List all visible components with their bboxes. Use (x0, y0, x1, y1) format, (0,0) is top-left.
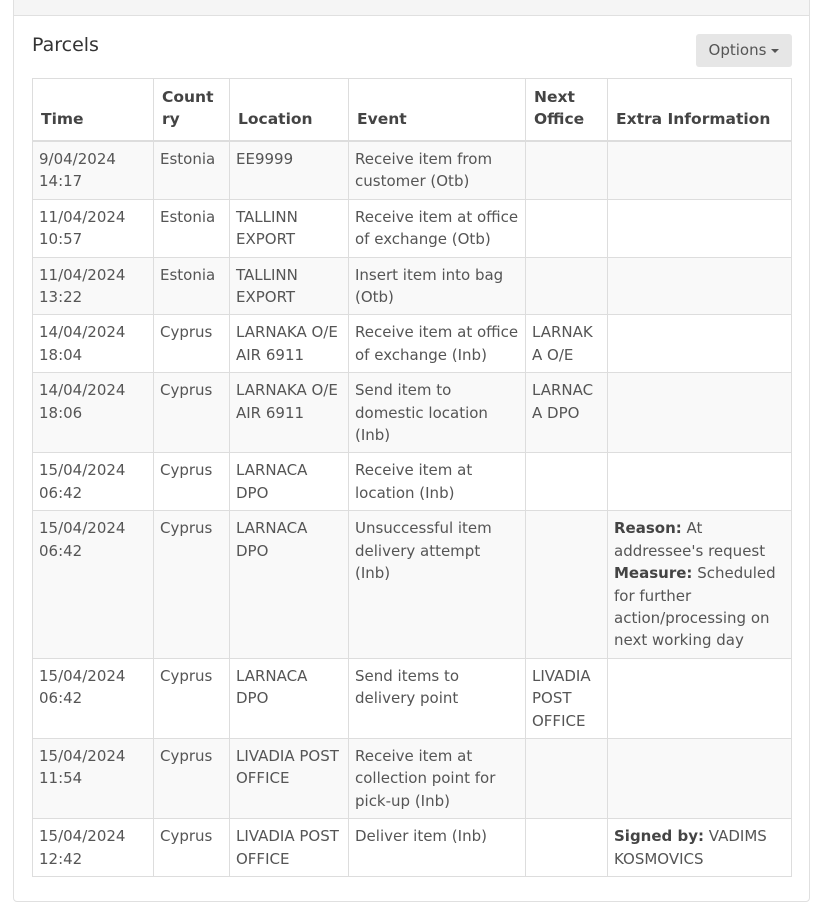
time-cell: 15/04/2024 06:42 (33, 511, 154, 658)
table-row (33, 315, 792, 373)
table-row (33, 819, 792, 877)
country-cell: Cyprus (154, 373, 230, 453)
column-header: Location (230, 79, 349, 142)
table-row (33, 738, 792, 818)
parcels-table (32, 78, 792, 877)
extra-info-item (614, 825, 785, 870)
next-office-cell (526, 199, 608, 257)
extra-info-cell (608, 658, 792, 738)
extra-info-label: Signed by: (614, 827, 705, 846)
time-cell: 15/04/2024 06:42 (33, 453, 154, 511)
extra-info-label: Reason: (614, 519, 682, 538)
table-row (33, 199, 792, 257)
event-cell: Insert item into bag (Otb) (349, 257, 526, 315)
time-cell: 11/04/2024 10:57 (33, 199, 154, 257)
location-cell: LARNAKA O/E AIR 6911 (230, 315, 349, 373)
next-office-cell: LARNAKA O/E (526, 315, 608, 373)
extra-info-value: Scheduled for further action/processing on next working day (614, 564, 776, 650)
country-cell: Estonia (154, 199, 230, 257)
location-cell: LARNACA DPO (230, 511, 349, 658)
next-office-cell (526, 511, 608, 658)
extra-info-cell (608, 511, 792, 658)
column-header: Next Office (526, 79, 608, 142)
extra-info-cell (608, 315, 792, 373)
next-office-cell (526, 141, 608, 199)
country-cell: Cyprus (154, 453, 230, 511)
location-cell: TALLINN EXPORT (230, 257, 349, 315)
extra-info-cell (608, 819, 792, 877)
country-cell: Cyprus (154, 658, 230, 738)
event-cell: Receive item at office of exchange (Otb) (349, 199, 526, 257)
event-cell: Send items to delivery point (349, 658, 526, 738)
extra-info-item (614, 517, 785, 562)
location-cell: LIVADIA POST OFFICE (230, 738, 349, 818)
event-cell: Unsuccessful item delivery attempt (Inb) (349, 511, 526, 658)
event-cell: Send item to domestic location (Inb) (349, 373, 526, 453)
table-row (33, 511, 792, 658)
location-cell: LARNACA DPO (230, 658, 349, 738)
panel-heading (14, 0, 809, 16)
options-button[interactable] (696, 34, 792, 67)
location-cell: TALLINN EXPORT (230, 199, 349, 257)
next-office-cell (526, 257, 608, 315)
event-cell: Receive item at collection point for pick-up (Inb) (349, 738, 526, 818)
location-cell: LIVADIA POST OFFICE (230, 819, 349, 877)
table-row (33, 373, 792, 453)
extra-info-cell (608, 373, 792, 453)
extra-info-value: At addressee's request (614, 519, 766, 560)
column-header: Country (154, 79, 230, 142)
extra-info-label: Measure: (614, 564, 693, 583)
next-office-cell (526, 819, 608, 877)
country-cell: Cyprus (154, 315, 230, 373)
table-body (33, 141, 792, 876)
table-header-row (33, 79, 792, 142)
country-cell: Cyprus (154, 738, 230, 818)
time-cell: 15/04/2024 06:42 (33, 658, 154, 738)
event-cell: Deliver item (Inb) (349, 819, 526, 877)
extra-info-cell (608, 141, 792, 199)
table-row (33, 453, 792, 511)
table-row (33, 658, 792, 738)
time-cell: 14/04/2024 18:06 (33, 373, 154, 453)
time-cell: 11/04/2024 13:22 (33, 257, 154, 315)
country-cell: Estonia (154, 257, 230, 315)
event-cell: Receive item from customer (Otb) (349, 141, 526, 199)
event-cell: Receive item at office of exchange (Inb) (349, 315, 526, 373)
next-office-cell: LIVADIA POST OFFICE (526, 658, 608, 738)
extra-info-cell (608, 453, 792, 511)
column-header: Extra Information (608, 79, 792, 142)
extra-info-cell (608, 257, 792, 315)
extra-info-cell (608, 199, 792, 257)
extra-info-cell (608, 738, 792, 818)
column-header: Event (349, 79, 526, 142)
table-row (33, 141, 792, 199)
options-label: Options (708, 41, 767, 59)
time-cell: 14/04/2024 18:04 (33, 315, 154, 373)
country-cell: Cyprus (154, 511, 230, 658)
country-cell: Estonia (154, 141, 230, 199)
time-cell: 15/04/2024 12:42 (33, 819, 154, 877)
location-cell: LARNACA DPO (230, 453, 349, 511)
time-cell: 15/04/2024 11:54 (33, 738, 154, 818)
event-cell: Receive item at location (Inb) (349, 453, 526, 511)
next-office-cell (526, 453, 608, 511)
time-cell: 9/04/2024 14:17 (33, 141, 154, 199)
column-header: Time (33, 79, 154, 142)
country-cell: Cyprus (154, 819, 230, 877)
extra-info-value: VADIMS KOSMOVICS (614, 827, 767, 868)
section-title: Parcels (32, 34, 99, 56)
next-office-cell (526, 738, 608, 818)
parcels-panel (13, 0, 810, 902)
table-row (33, 257, 792, 315)
location-cell: EE9999 (230, 141, 349, 199)
next-office-cell: LARNACA DPO (526, 373, 608, 453)
extra-info-item (614, 562, 785, 652)
caret-down-icon (771, 49, 779, 53)
location-cell: LARNAKA O/E AIR 6911 (230, 373, 349, 453)
